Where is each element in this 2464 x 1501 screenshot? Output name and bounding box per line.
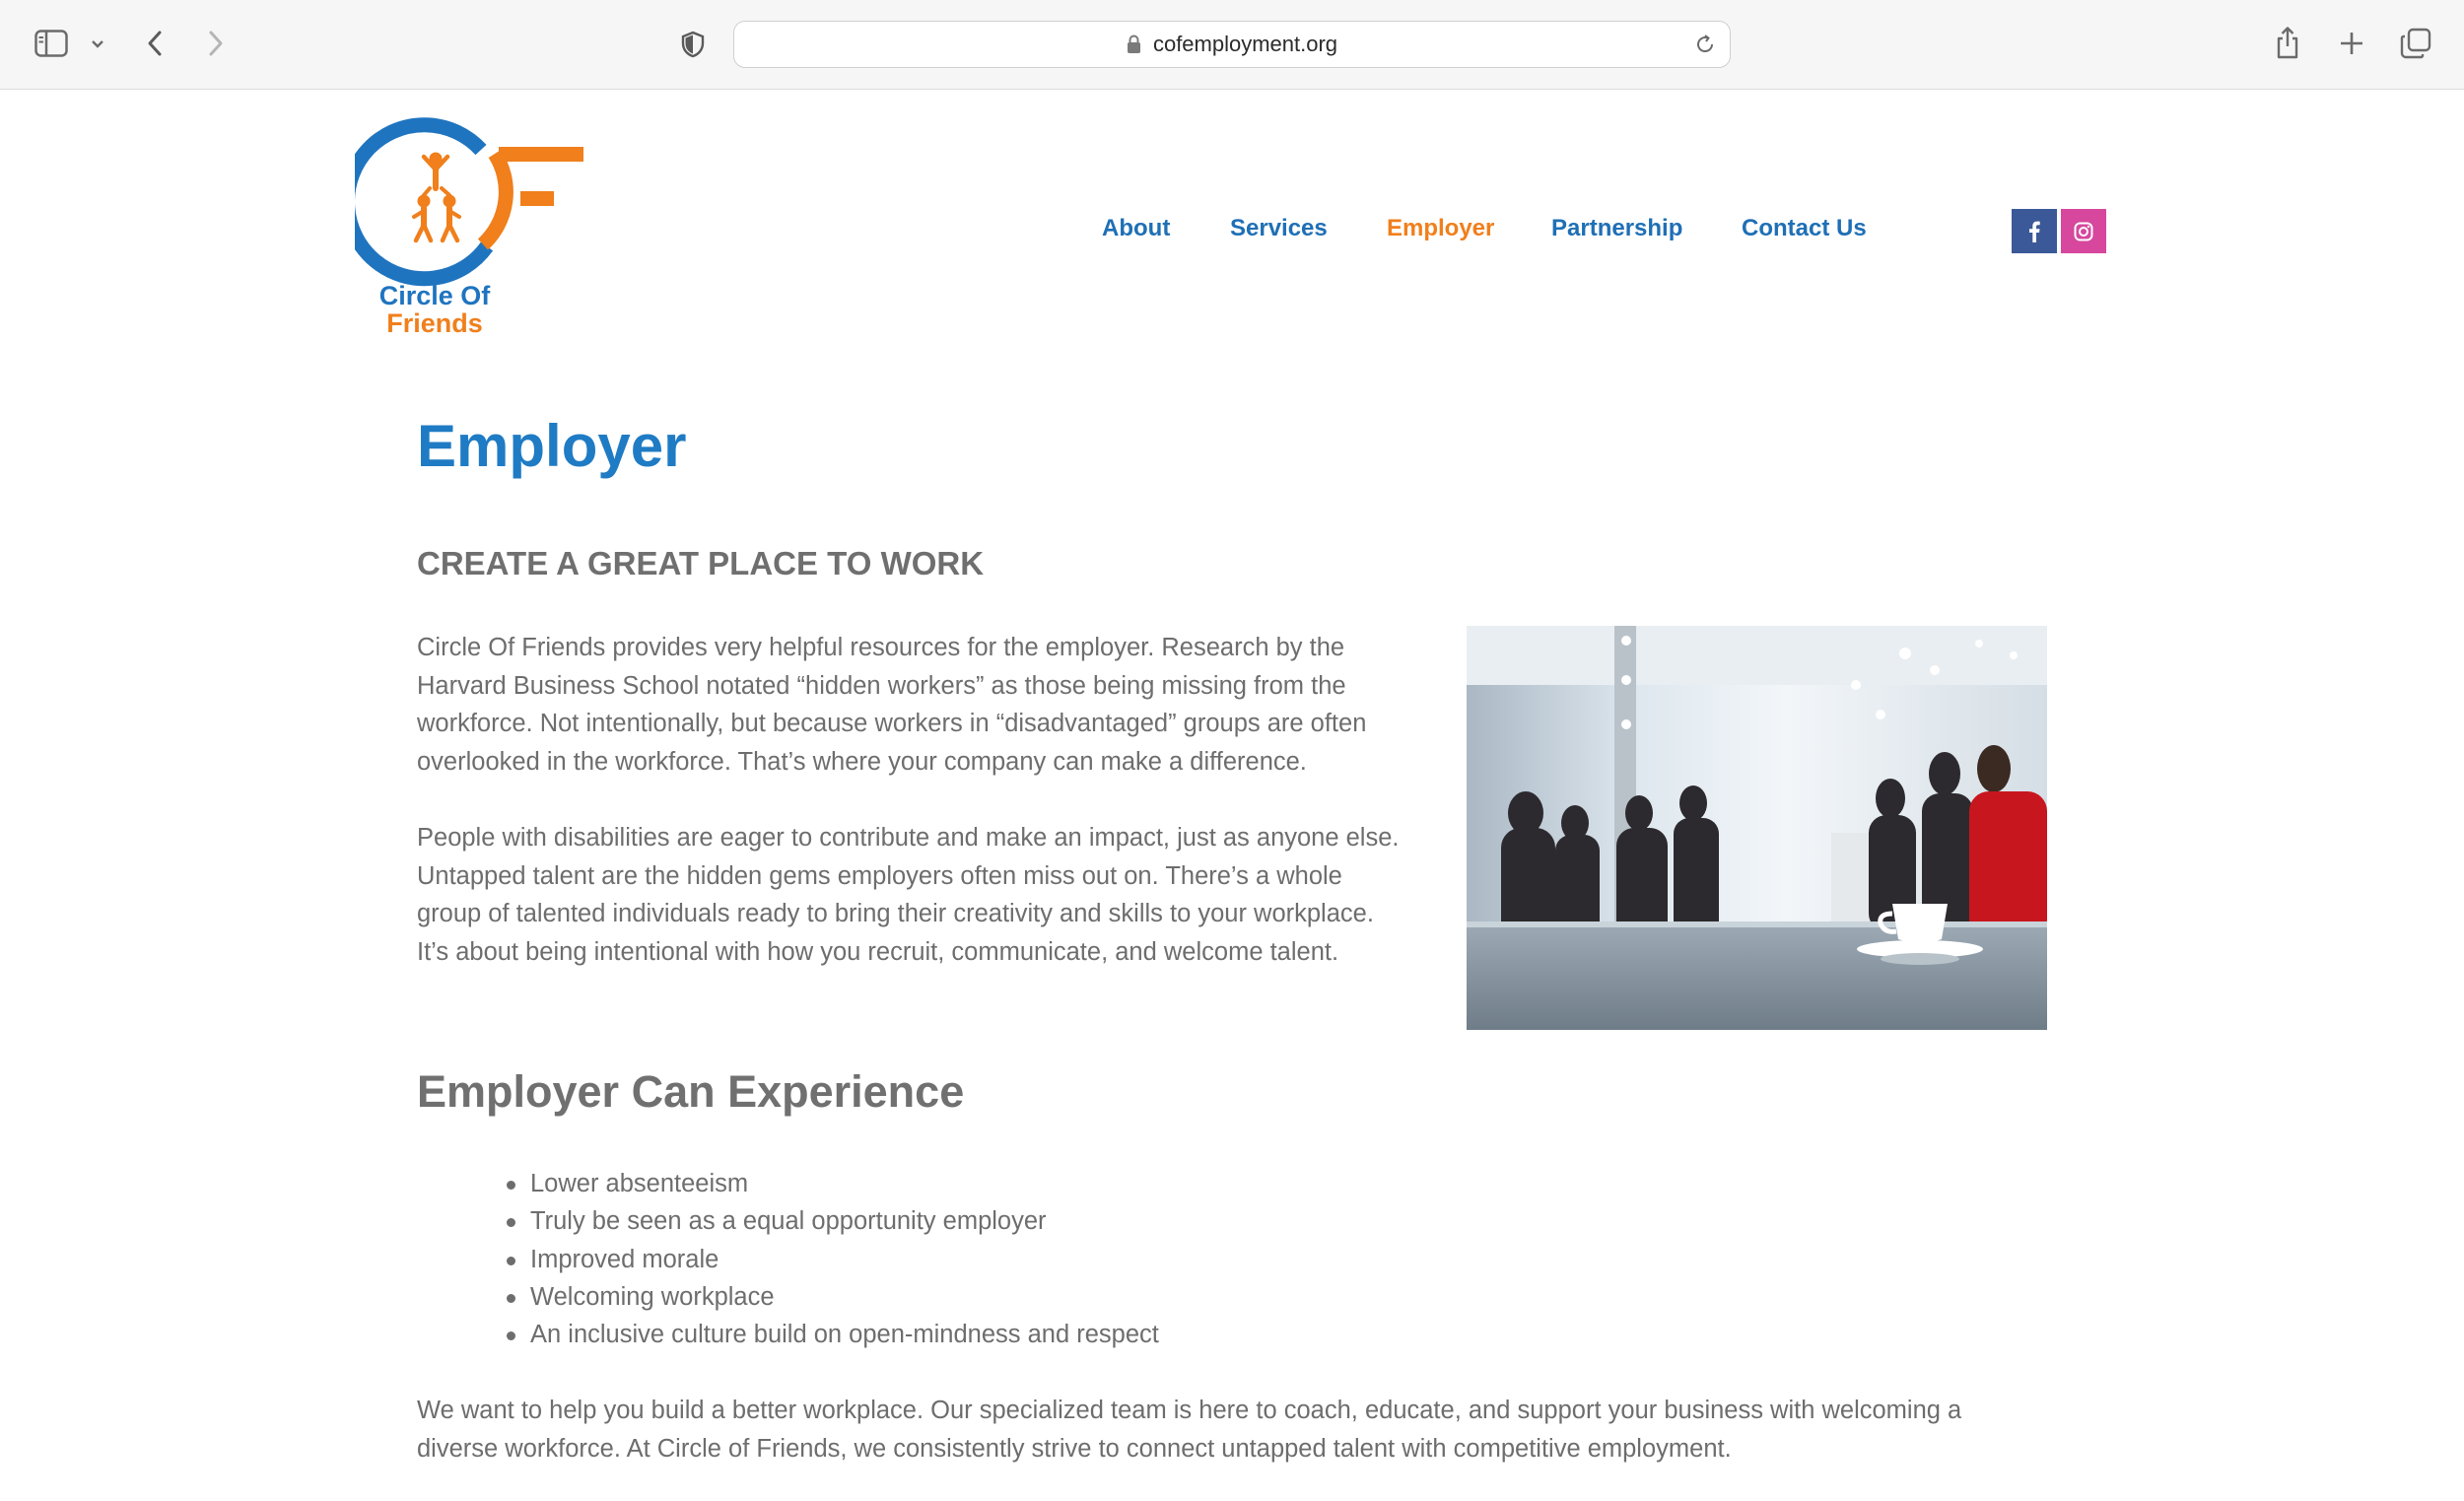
text-line: We want to help you build a better workplace. Our specialized team is here to coach, educate, and support your business with welcoming a xyxy=(417,1397,1962,1424)
new-tab-icon[interactable] xyxy=(2337,29,2366,58)
talent-paragraph xyxy=(417,819,1400,971)
logo-mark xyxy=(355,114,587,288)
page-subtitle: CREATE A GREAT PLACE TO WORK xyxy=(417,545,985,581)
facebook-button[interactable] xyxy=(2012,209,2057,253)
text-line: People with disabilities are eager to contribute and make an impact, just as anyone else. xyxy=(417,824,1400,852)
text-line: group of talented individuals ready to bring their creativity and skills to your workplace. xyxy=(417,900,1374,927)
site-logo[interactable] xyxy=(355,114,587,343)
list-item: Lower absenteeism xyxy=(530,1165,1159,1202)
share-icon[interactable] xyxy=(2273,24,2302,61)
shield-icon[interactable] xyxy=(678,29,708,60)
text-line: It’s about being intentional with how you recruit, communicate, and welcome talent. xyxy=(417,937,1339,966)
browser-toolbar xyxy=(0,0,2464,90)
nav-employer[interactable]: Employer xyxy=(1387,215,1495,241)
text-line: Untapped talent are the hidden gems employers often miss out on. There’s a whole xyxy=(417,861,1342,890)
intro-paragraph xyxy=(417,629,1366,781)
nav-partnership[interactable]: Partnership xyxy=(1551,215,1683,241)
nav-contact-us[interactable]: Contact Us xyxy=(1742,215,1867,241)
lock-icon xyxy=(1127,34,1141,54)
facebook-icon xyxy=(2028,221,2040,242)
section-title: Employer Can Experience xyxy=(417,1066,965,1117)
page-title: Employer xyxy=(417,413,687,479)
list-item: Welcoming workplace xyxy=(530,1278,1159,1316)
text-line: overlooked in the workforce. That’s where your company can make a difference. xyxy=(417,747,1307,776)
reload-icon[interactable] xyxy=(1692,32,1718,57)
list-item: Truly be seen as a equal opportunity employer xyxy=(530,1202,1159,1240)
forward-icon[interactable] xyxy=(203,28,229,59)
sidebar-icon[interactable] xyxy=(34,28,69,59)
instagram-icon xyxy=(2074,222,2093,241)
tabs-icon[interactable] xyxy=(2399,27,2432,60)
text-line: Harvard Business School notated “hidden workers” as those being missing from the xyxy=(417,671,1346,700)
office-photo xyxy=(1467,626,2047,1030)
nav-about[interactable]: About xyxy=(1102,215,1171,241)
text-line: Circle Of Friends provides very helpful resources for the employer. Research by the xyxy=(417,634,1345,661)
text-line: workforce. Not intentionally, but because workers in “disadvantaged” groups are often xyxy=(417,710,1367,737)
list-item: Improved morale xyxy=(530,1241,1159,1278)
closing-paragraph xyxy=(417,1392,1961,1467)
chevron-down-icon[interactable] xyxy=(87,34,108,55)
logo-line-2: Friends xyxy=(386,308,483,338)
list-item: An inclusive culture build on open-mindness and respect xyxy=(530,1316,1159,1353)
benefits-list xyxy=(530,1165,1159,1353)
address-bar[interactable] xyxy=(733,21,1731,68)
logo-line-1: Circle Of xyxy=(378,281,491,310)
back-icon[interactable] xyxy=(142,28,168,59)
nav-services[interactable]: Services xyxy=(1230,215,1328,241)
instagram-button[interactable] xyxy=(2061,209,2106,253)
url-text: cofemployment.org xyxy=(1152,32,1338,56)
text-line: diverse workforce. At Circle of Friends, we consistently strive to connect untapped talent with competitive employment. xyxy=(417,1434,1732,1463)
